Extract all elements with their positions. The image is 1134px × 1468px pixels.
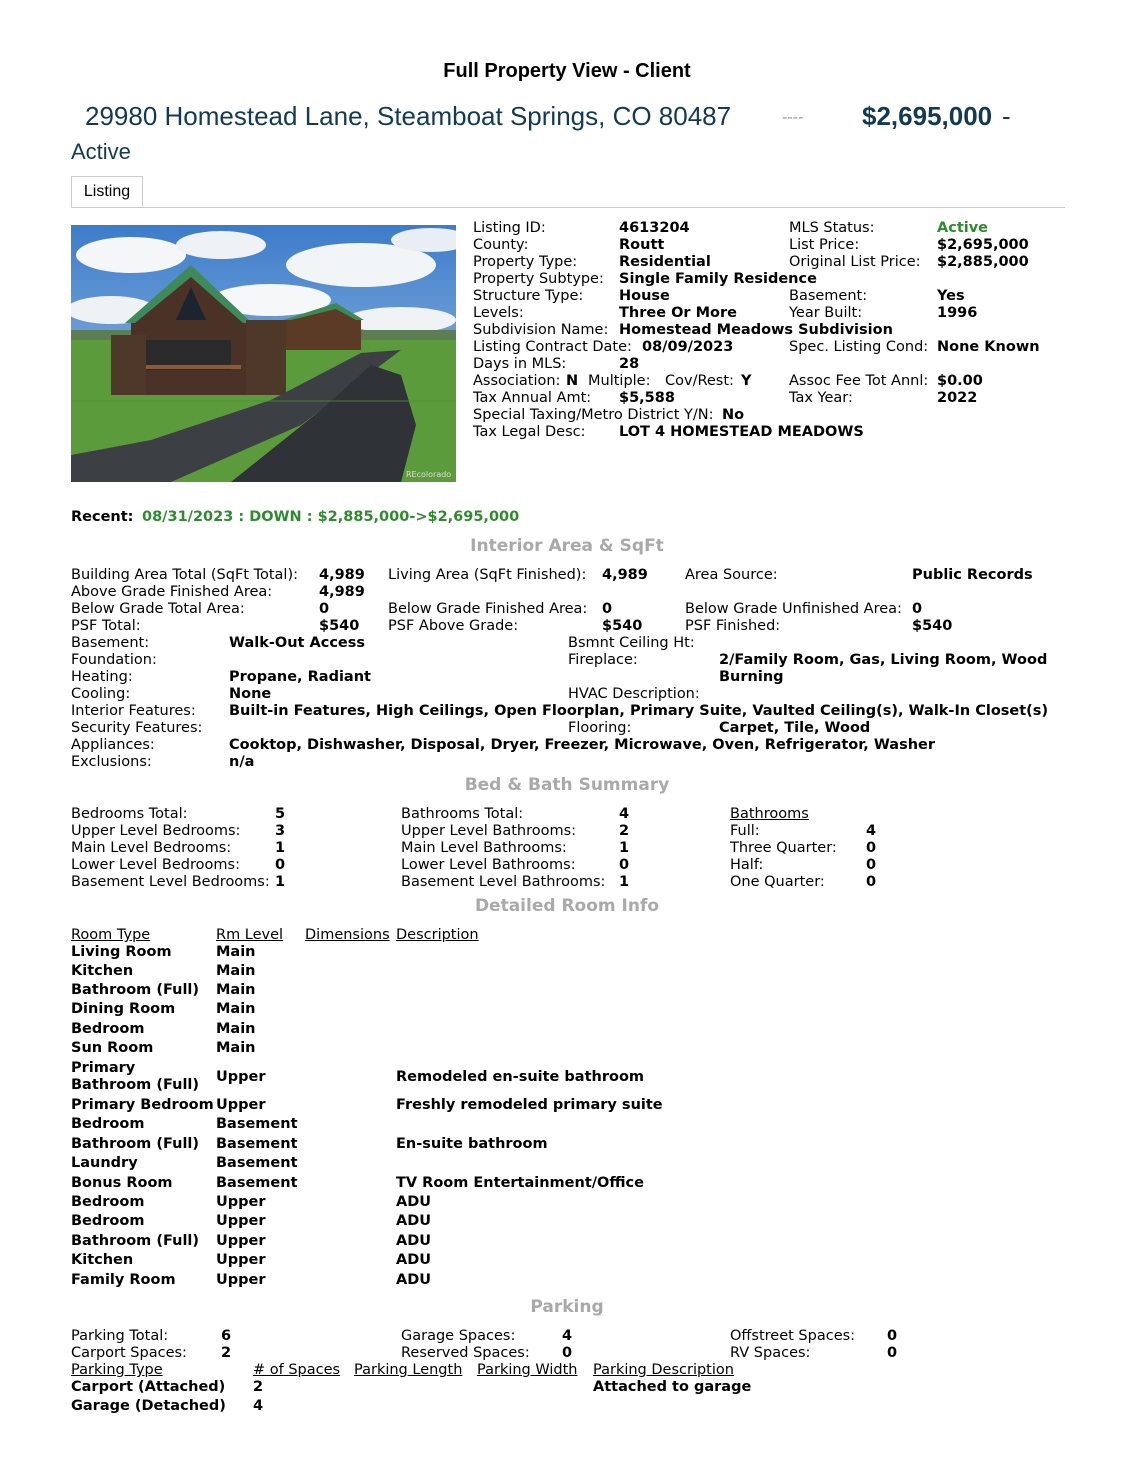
tax-amount-label: Tax Annual Amt:: [473, 390, 592, 406]
baths-total-value: 4: [619, 806, 630, 822]
photo-watermark: REcolorado: [406, 470, 452, 479]
room-type: Sun Room: [71, 1040, 154, 1056]
baths-total-label: Bathrooms Total:: [401, 806, 524, 822]
full-baths-value: 4: [866, 823, 877, 839]
area-source-value: Public Records: [912, 567, 1033, 583]
basement-baths-value: 1: [619, 874, 630, 890]
upper-beds-value: 3: [275, 823, 286, 839]
room-description: TV Room Entertainment/Office: [396, 1175, 644, 1191]
room-level: Basement: [216, 1136, 298, 1152]
beds-total-label: Bedrooms Total:: [71, 806, 188, 822]
property-type-label: Property Type:: [473, 254, 578, 270]
interior-features-label: Interior Features:: [71, 703, 196, 719]
room-level: Basement: [216, 1175, 298, 1191]
bathrooms-header: Bathrooms: [730, 806, 809, 822]
tax-year-value: 2022: [937, 390, 978, 406]
year-built-label: Year Built:: [789, 305, 863, 321]
listing-status: Active: [71, 139, 131, 164]
county-value: Routt: [619, 237, 665, 253]
room-level: Main: [216, 963, 256, 979]
room-type: Kitchen: [71, 1252, 134, 1268]
room-description: ADU: [396, 1213, 432, 1229]
listing-price: $2,695,000: [862, 101, 993, 131]
subtype-label: Property Subtype:: [473, 271, 604, 287]
interior-features-value: Built-in Features, High Ceilings, Open Floorplan, Primary Suite, Vaulted Ceiling(s), Walk-In Closet(s): [229, 703, 1049, 719]
basement-beds-value: 1: [275, 874, 286, 890]
basement-label: Basement:: [789, 288, 868, 304]
reserved-spaces-value: 0: [562, 1345, 573, 1361]
upper-beds-label: Upper Level Bedrooms:: [71, 823, 241, 839]
association-label: Association:: [473, 373, 561, 389]
living-area-value: 4,989: [602, 567, 648, 583]
lower-baths-value: 0: [619, 857, 630, 873]
psf-above-value: $540: [602, 618, 643, 634]
three-quarter-label: Three Quarter:: [730, 840, 837, 856]
subdivision-label: Subdivision Name:: [473, 322, 609, 338]
flooring-label: Flooring:: [568, 720, 632, 736]
below-grade-unfinished-label: Below Grade Unfinished Area:: [685, 601, 902, 617]
room-level: Main: [216, 982, 256, 998]
special-taxing-value: No: [722, 407, 745, 423]
half-baths-label: Half:: [730, 857, 764, 873]
mls-status-value: Active: [937, 220, 989, 236]
room-type: Bathroom (Full): [71, 1136, 200, 1152]
section-title-parking: Parking: [530, 1297, 604, 1317]
room-level: Upper: [216, 1097, 266, 1113]
room-type: Family Room: [71, 1272, 176, 1288]
original-price-value: $2,885,000: [937, 254, 1029, 270]
tab-divider: [71, 207, 1065, 208]
three-quarter-value: 0: [866, 840, 877, 856]
exclusions-value: n/a: [229, 754, 255, 770]
parking-total-value: 6: [221, 1328, 232, 1344]
upper-baths-value: 2: [619, 823, 630, 839]
main-baths-value: 1: [619, 840, 630, 856]
room-description: ADU: [396, 1233, 432, 1249]
room-level: Main: [216, 1021, 256, 1037]
rooms-header-dimensions: Dimensions: [305, 927, 390, 943]
main-beds-value: 1: [275, 840, 286, 856]
int-basement-label: Basement:: [71, 635, 150, 651]
parking-spaces: 2: [253, 1379, 264, 1395]
list-price-label: List Price:: [789, 237, 860, 253]
one-quarter-value: 0: [866, 874, 877, 890]
room-level: Upper: [216, 1272, 266, 1288]
psf-finished-label: PSF Finished:: [685, 618, 781, 634]
list-price-value: $2,695,000: [937, 237, 1029, 253]
security-label: Security Features:: [71, 720, 203, 736]
recent-label: Recent:: [71, 509, 134, 525]
room-description: ADU: [396, 1194, 432, 1210]
garage-spaces-value: 4: [562, 1328, 573, 1344]
recent-change: 08/31/2023 : DOWN : $2,885,000->$2,695,000: [142, 509, 520, 525]
room-type: Bedroom: [71, 1116, 145, 1132]
below-grade-unfinished-value: 0: [912, 601, 923, 617]
heating-label: Heating:: [71, 669, 133, 685]
property-photo: [71, 225, 456, 482]
rooms-header-level: Rm Level: [216, 927, 284, 943]
room-level: Upper: [216, 1252, 266, 1268]
cooling-value: None: [229, 686, 272, 702]
building-area-value: 4,989: [319, 567, 365, 583]
parking-header-type: Parking Type: [71, 1362, 163, 1378]
lower-beds-value: 0: [275, 857, 286, 873]
psf-total-label: PSF Total:: [71, 618, 141, 634]
appliances-label: Appliances:: [71, 737, 155, 753]
levels-label: Levels:: [473, 305, 524, 321]
cov-rest-value: Y: [741, 373, 752, 389]
room-type: Bedroom: [71, 1194, 145, 1210]
parking-spaces: 4: [253, 1398, 264, 1414]
basement-baths-label: Basement Level Bathrooms:: [401, 874, 606, 890]
special-taxing-label: Special Taxing/Metro District Y/N:: [473, 407, 714, 423]
offstreet-spaces-value: 0: [887, 1328, 898, 1344]
subdivision-value: Homestead Meadows Subdivision: [619, 322, 893, 338]
offstreet-spaces-label: Offstreet Spaces:: [730, 1328, 856, 1344]
room-description: En-suite bathroom: [396, 1136, 548, 1152]
room-description: ADU: [396, 1252, 432, 1268]
foundation-label: Foundation:: [71, 652, 157, 668]
room-type: Dining Room: [71, 1001, 176, 1017]
room-type: Bonus Room: [71, 1175, 173, 1191]
county-label: County:: [473, 237, 529, 253]
tab-listing[interactable]: Listing: [71, 176, 143, 207]
tax-amount-value: $5,588: [619, 390, 675, 406]
parking-header-description: Parking Description: [593, 1362, 734, 1378]
room-type: Bathroom (Full): [71, 1233, 200, 1249]
association-value: N: [566, 373, 579, 389]
below-grade-total-label: Below Grade Total Area:: [71, 601, 245, 617]
days-mls-value: 28: [619, 356, 640, 372]
beds-total-value: 5: [275, 806, 286, 822]
multiple-label: Multiple:: [588, 373, 651, 389]
heating-value: Propane, Radiant: [229, 669, 371, 685]
section-title-rooms: Detailed Room Info: [474, 896, 660, 916]
room-description: Remodeled en-suite bathroom: [396, 1069, 645, 1085]
hvac-label: HVAC Description:: [568, 686, 700, 702]
room-type: Bedroom: [71, 1021, 145, 1037]
room-level: Upper: [216, 1213, 266, 1229]
full-baths-label: Full:: [730, 823, 760, 839]
room-type: Bathroom (Full): [71, 982, 200, 998]
price-dash: -: [1002, 101, 1011, 131]
rooms-header-type: Room Type: [71, 927, 151, 943]
below-grade-finished-label: Below Grade Finished Area:: [388, 601, 588, 617]
contract-date-label: Listing Contract Date:: [473, 339, 632, 355]
psf-finished-value: $540: [912, 618, 953, 634]
lower-baths-label: Lower Level Bathrooms:: [401, 857, 576, 873]
basement-value: Yes: [937, 288, 965, 304]
room-level: Main: [216, 1001, 256, 1017]
rooms-header-description: Description: [396, 927, 479, 943]
room-level: Main: [216, 1040, 256, 1056]
room-level: Basement: [216, 1116, 298, 1132]
lower-beds-label: Lower Level Bedrooms:: [71, 857, 240, 873]
header-separator: ----: [782, 109, 804, 126]
listing-id-value: 4613204: [619, 220, 690, 236]
appliances-value: Cooktop, Dishwasher, Disposal, Dryer, Freezer, Microwave, Oven, Refrigerator, Washer: [229, 737, 936, 753]
carport-spaces-value: 2: [221, 1345, 232, 1361]
upper-baths-label: Upper Level Bathrooms:: [401, 823, 577, 839]
half-baths-value: 0: [866, 857, 877, 873]
room-type: Bedroom: [71, 1213, 145, 1229]
parking-total-label: Parking Total:: [71, 1328, 169, 1344]
rv-spaces-label: RV Spaces:: [730, 1345, 811, 1361]
garage-spaces-label: Garage Spaces:: [401, 1328, 516, 1344]
room-level: Basement: [216, 1155, 298, 1171]
below-grade-finished-value: 0: [602, 601, 613, 617]
rv-spaces-value: 0: [887, 1345, 898, 1361]
flooring-value: Carpet, Tile, Wood: [719, 720, 871, 736]
parking-header-length: Parking Length: [354, 1362, 463, 1378]
tax-legal-label: Tax Legal Desc:: [473, 424, 586, 440]
fireplace-label: Fireplace:: [568, 652, 638, 668]
fireplace-value: 2/Family Room, Gas, Living Room, Wood: [719, 652, 1048, 668]
property-type-value: Residential: [619, 254, 711, 270]
psf-above-label: PSF Above Grade:: [388, 618, 519, 634]
cov-rest-label: Cov/Rest:: [665, 373, 734, 389]
basement-beds-label: Basement Level Bedrooms:: [71, 874, 270, 890]
mls-status-label: MLS Status:: [789, 220, 875, 236]
room-type: Primary Bathroom (Full): [71, 1060, 200, 1093]
page-title: Full Property View - Client: [443, 60, 691, 82]
one-quarter-label: One Quarter:: [730, 874, 825, 890]
ceiling-height-label: Bsmnt Ceiling Ht:: [568, 635, 695, 651]
cooling-label: Cooling:: [71, 686, 131, 702]
room-description: Freshly remodeled primary suite: [396, 1097, 663, 1113]
levels-value: Three Or More: [619, 305, 737, 321]
room-level: Main: [216, 944, 256, 960]
spec-cond-value: None Known: [937, 339, 1040, 355]
room-level: Upper: [216, 1194, 266, 1210]
tax-year-label: Tax Year:: [789, 390, 853, 406]
contract-date-value: 08/09/2023: [642, 339, 734, 355]
below-grade-total-value: 0: [319, 601, 330, 617]
parking-type: Garage (Detached): [71, 1398, 226, 1414]
living-area-label: Living Area (SqFt Finished):: [388, 567, 587, 583]
above-grade-value: 4,989: [319, 584, 365, 600]
listing-id-label: Listing ID:: [473, 220, 546, 236]
room-description: ADU: [396, 1272, 432, 1288]
fireplace-value-cont: Burning: [719, 669, 784, 685]
main-baths-label: Main Level Bathrooms:: [401, 840, 567, 856]
parking-type: Carport (Attached): [71, 1379, 226, 1395]
room-level: Upper: [216, 1233, 266, 1249]
parking-header-spaces: # of Spaces: [253, 1362, 341, 1378]
room-type: Laundry: [71, 1155, 138, 1171]
original-price-label: Original List Price:: [789, 254, 921, 270]
property-address: 29980 Homestead Lane, Steamboat Springs, CO 80487: [85, 101, 732, 131]
tax-legal-value: LOT 4 HOMESTEAD MEADOWS: [619, 424, 864, 440]
structure-value: House: [619, 288, 670, 304]
parking-header-width: Parking Width: [477, 1362, 578, 1378]
room-type: Kitchen: [71, 963, 134, 979]
section-title-interior: Interior Area & SqFt: [470, 536, 664, 556]
section-title-bedbath: Bed & Bath Summary: [464, 775, 670, 795]
exclusions-label: Exclusions:: [71, 754, 152, 770]
room-level: Upper: [216, 1069, 266, 1085]
assoc-fee-value: $0.00: [937, 373, 983, 389]
parking-description: Attached to garage: [593, 1379, 752, 1395]
spec-cond-label: Spec. Listing Cond:: [789, 339, 929, 355]
days-mls-label: Days in MLS:: [473, 356, 567, 372]
carport-spaces-label: Carport Spaces:: [71, 1345, 187, 1361]
assoc-fee-label: Assoc Fee Tot Annl:: [789, 373, 929, 389]
area-source-label: Area Source:: [685, 567, 778, 583]
int-basement-value: Walk-Out Access: [229, 635, 366, 651]
room-type: Living Room: [71, 944, 172, 960]
main-beds-label: Main Level Bedrooms:: [71, 840, 232, 856]
above-grade-label: Above Grade Finished Area:: [71, 584, 273, 600]
subtype-value: Single Family Residence: [619, 271, 817, 287]
psf-total-value: $540: [319, 618, 360, 634]
room-type: Primary Bedroom: [71, 1097, 214, 1113]
reserved-spaces-label: Reserved Spaces:: [401, 1345, 530, 1361]
property-photo-image: [71, 225, 456, 482]
structure-label: Structure Type:: [473, 288, 584, 304]
building-area-label: Building Area Total (SqFt Total):: [71, 567, 298, 583]
year-built-value: 1996: [937, 305, 978, 321]
